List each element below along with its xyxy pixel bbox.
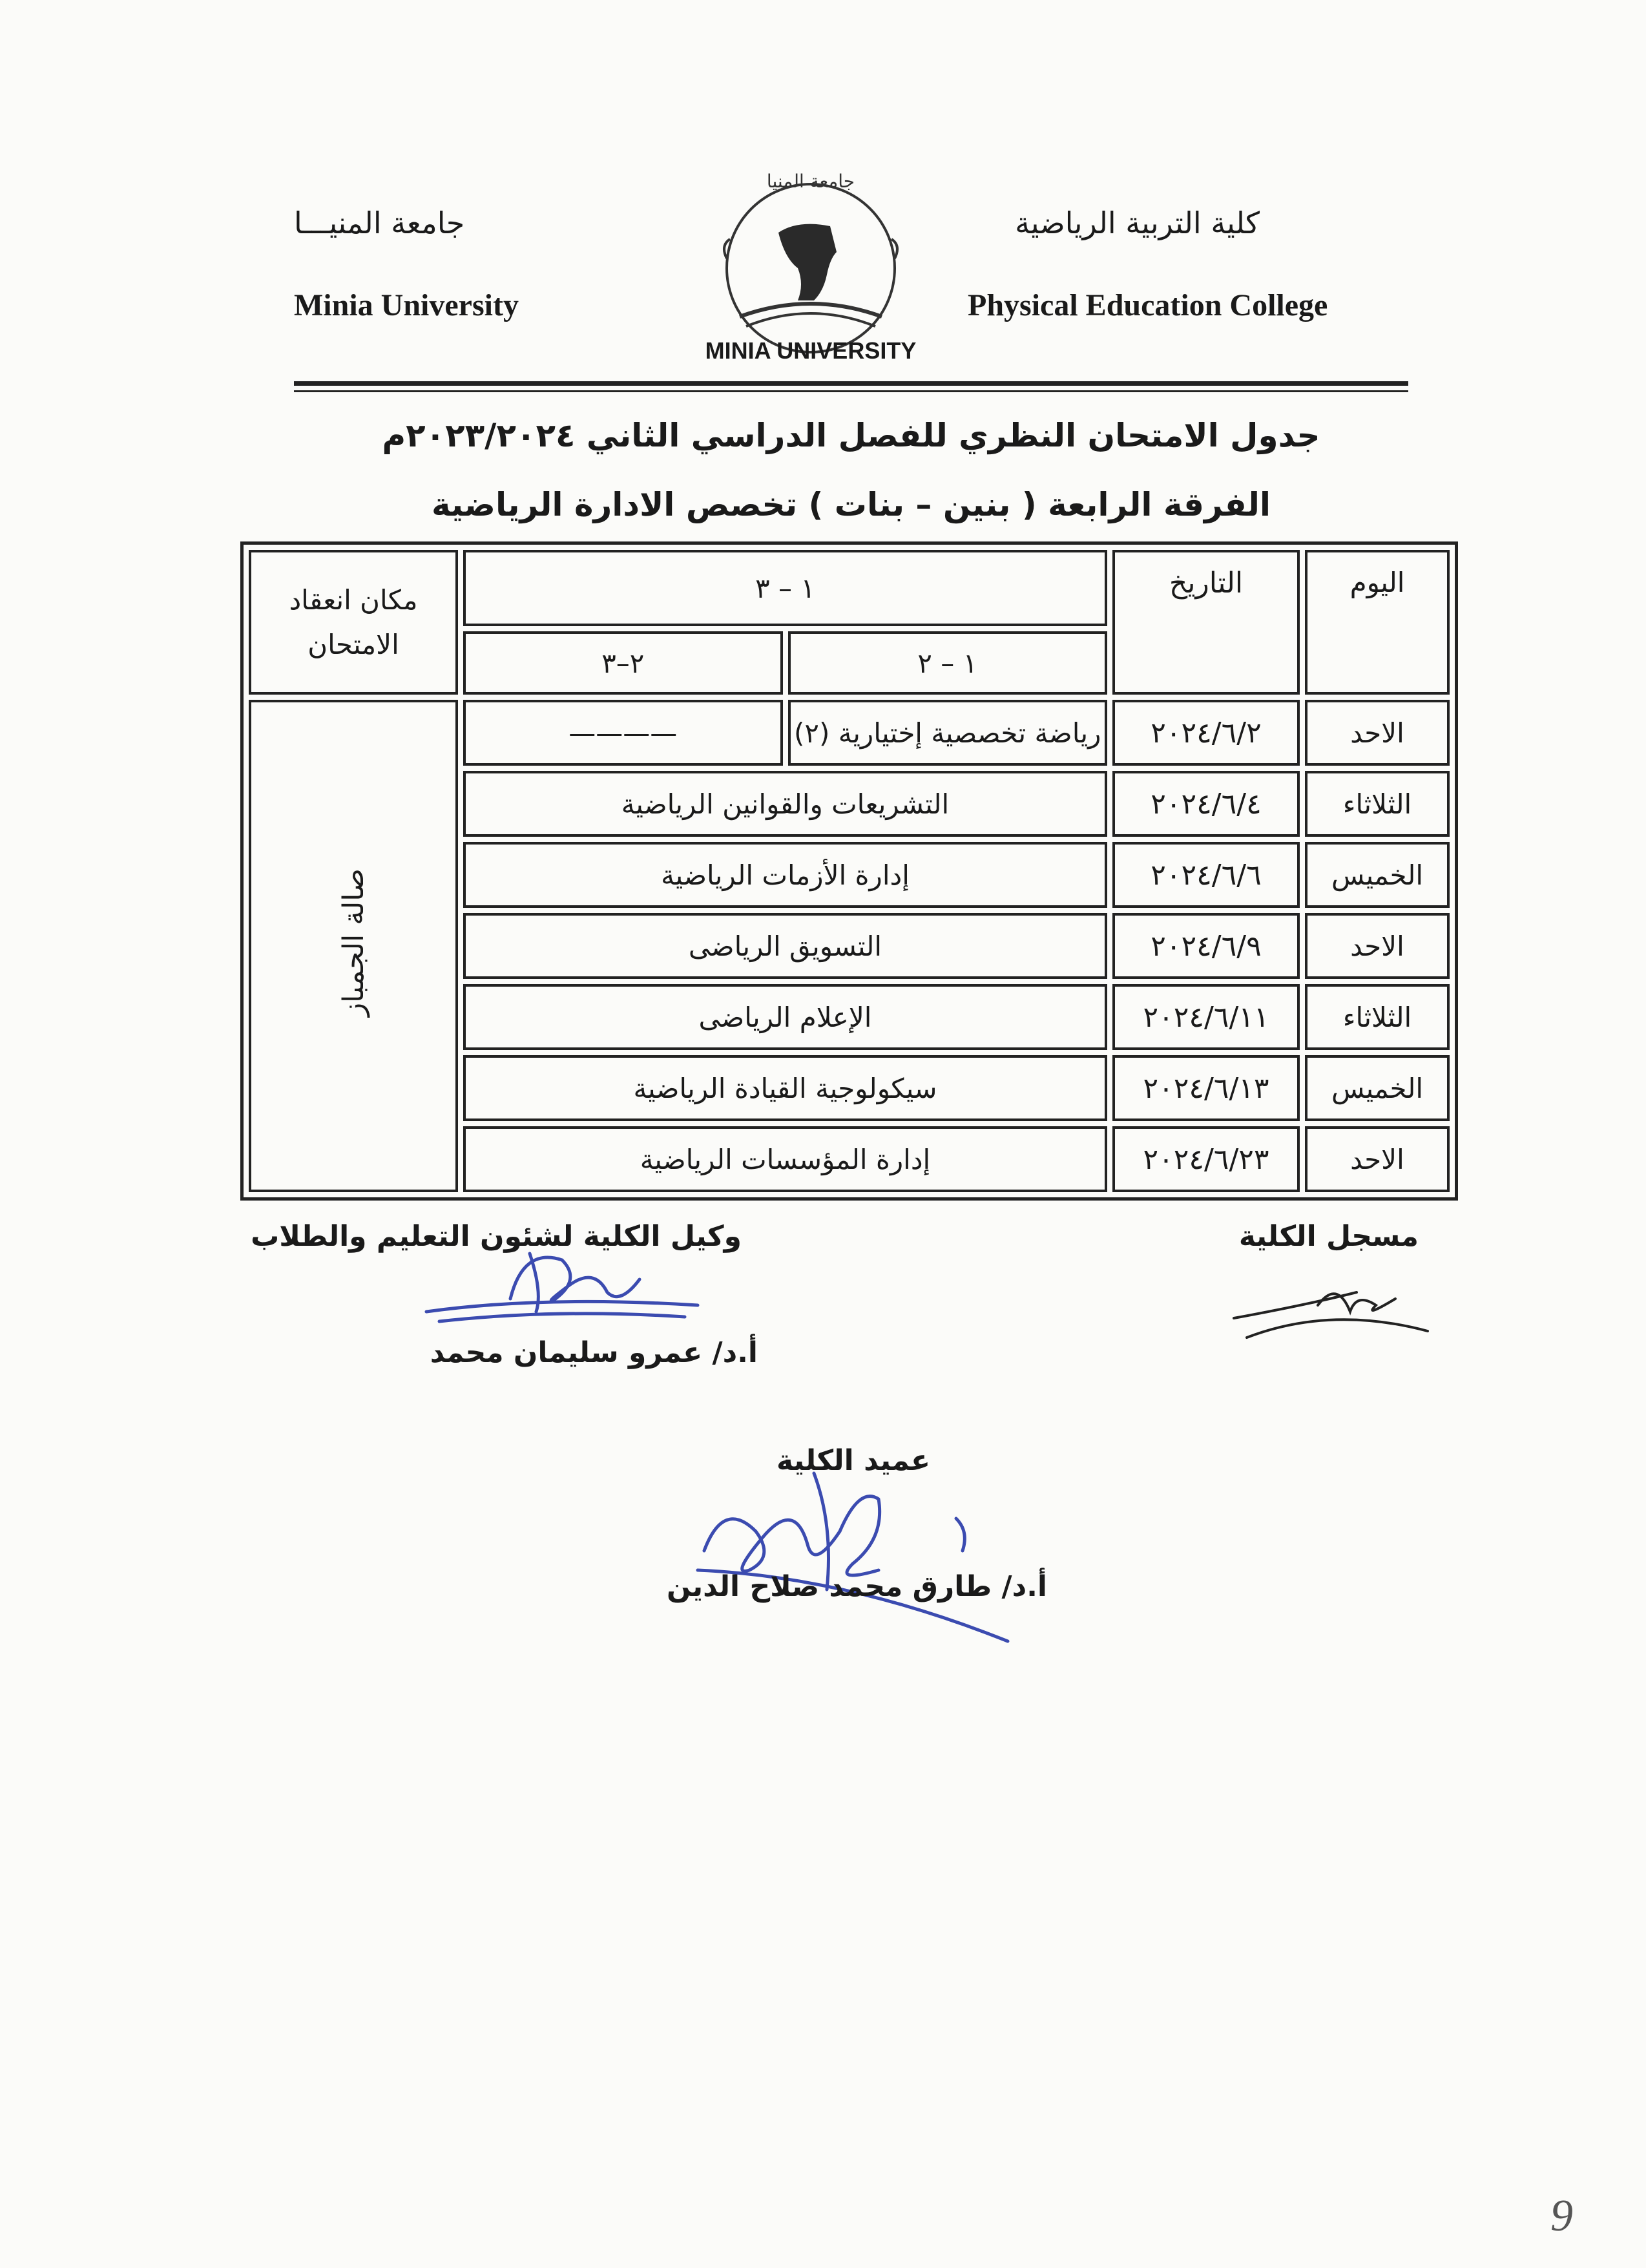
row-subject: إدارة الأزمات الرياضية — [463, 842, 1107, 908]
dean-signature — [685, 1460, 1021, 1657]
row-day: الخميس — [1305, 842, 1450, 908]
row-day: الاحد — [1305, 700, 1450, 766]
row-subject: التشريعات والقوانين الرياضية — [463, 771, 1107, 837]
vice-dean-title: وكيل الكلية لشئون التعليم والطلاب — [251, 1220, 742, 1253]
row-date: ٢٠٢٤/٦/٦ — [1112, 842, 1300, 908]
row-day: الاحد — [1305, 913, 1450, 979]
table-row — [249, 700, 1450, 766]
row-subject: التسويق الرياضى — [463, 913, 1107, 979]
header-date: التاريخ — [1112, 550, 1300, 695]
header-place — [249, 550, 458, 695]
row-date: ٢٠٢٤/٦/٤ — [1112, 771, 1300, 837]
university-logo — [701, 162, 921, 375]
row-subject-group-b: ———— — [463, 700, 783, 766]
row-date: ٢٠٢٤/٦/٢ — [1112, 700, 1300, 766]
exam-place — [249, 700, 458, 1192]
header-day: اليوم — [1305, 550, 1450, 695]
header-rule-thin — [294, 390, 1408, 392]
vice-dean-signature — [413, 1234, 711, 1334]
university-name-ar: جامعة المنيـــا — [294, 205, 465, 240]
exam-place-value: صالة الجمباز — [337, 868, 370, 1017]
row-day: الخميس — [1305, 1055, 1450, 1121]
row-subject: الإعلام الرياضى — [463, 984, 1107, 1050]
row-date: ٢٠٢٤/٦/١٣ — [1112, 1055, 1300, 1121]
dean-title: عميد الكلية — [776, 1444, 930, 1477]
college-name-en: Physical Education College — [968, 288, 1328, 322]
registrar-signature — [1227, 1266, 1441, 1353]
header-rule — [294, 381, 1408, 386]
university-name-en: Minia University — [294, 288, 519, 322]
header-group-1-2: ١ – ٢ — [788, 631, 1108, 695]
row-day: الاحد — [1305, 1126, 1450, 1192]
row-day: الثلاثاء — [1305, 984, 1450, 1050]
college-name-ar: كلية التربية الرياضية — [1015, 205, 1260, 240]
row-subject: سيكولوجية القيادة الرياضية — [463, 1055, 1107, 1121]
registrar-title: مسجل الكلية — [1238, 1220, 1419, 1253]
row-day: الثلاثاء — [1305, 771, 1450, 837]
row-date: ٢٠٢٤/٦/٩ — [1112, 913, 1300, 979]
header-place-line2: الامتحان — [307, 629, 399, 660]
logo-text: MINIA UNIVERSITY — [705, 337, 917, 364]
row-subject-group-a: رياضة تخصصية إختيارية (٢) — [788, 700, 1108, 766]
header-group-2-3: ٢–٣ — [463, 631, 783, 695]
exam-schedule-table — [240, 541, 1458, 1201]
row-subject: إدارة المؤسسات الرياضية — [463, 1126, 1107, 1192]
header-group-1-3: ١ – ٣ — [463, 550, 1107, 626]
vice-dean-name: أ.د/ عمرو سليمان محمد — [430, 1336, 758, 1369]
schedule-title: جدول الامتحان النظري للفصل الدراسي الثاني ٢٠٢٣/٢٠٢٤م — [382, 417, 1320, 454]
page-number: 9 — [1550, 2191, 1573, 2241]
logo-arc-text: جامعة المنيا — [766, 171, 855, 192]
header-place-line1: مكان انعقاد — [289, 584, 418, 616]
row-date: ٢٠٢٤/٦/٢٣ — [1112, 1126, 1300, 1192]
row-date: ٢٠٢٤/٦/١١ — [1112, 984, 1300, 1050]
schedule-subtitle: الفرقة الرابعة ( بنين – بنات ) تخصص الادارة الرياضية — [431, 486, 1271, 523]
dean-name: أ.د/ طارق محمد صلاح الدين — [667, 1570, 1047, 1603]
